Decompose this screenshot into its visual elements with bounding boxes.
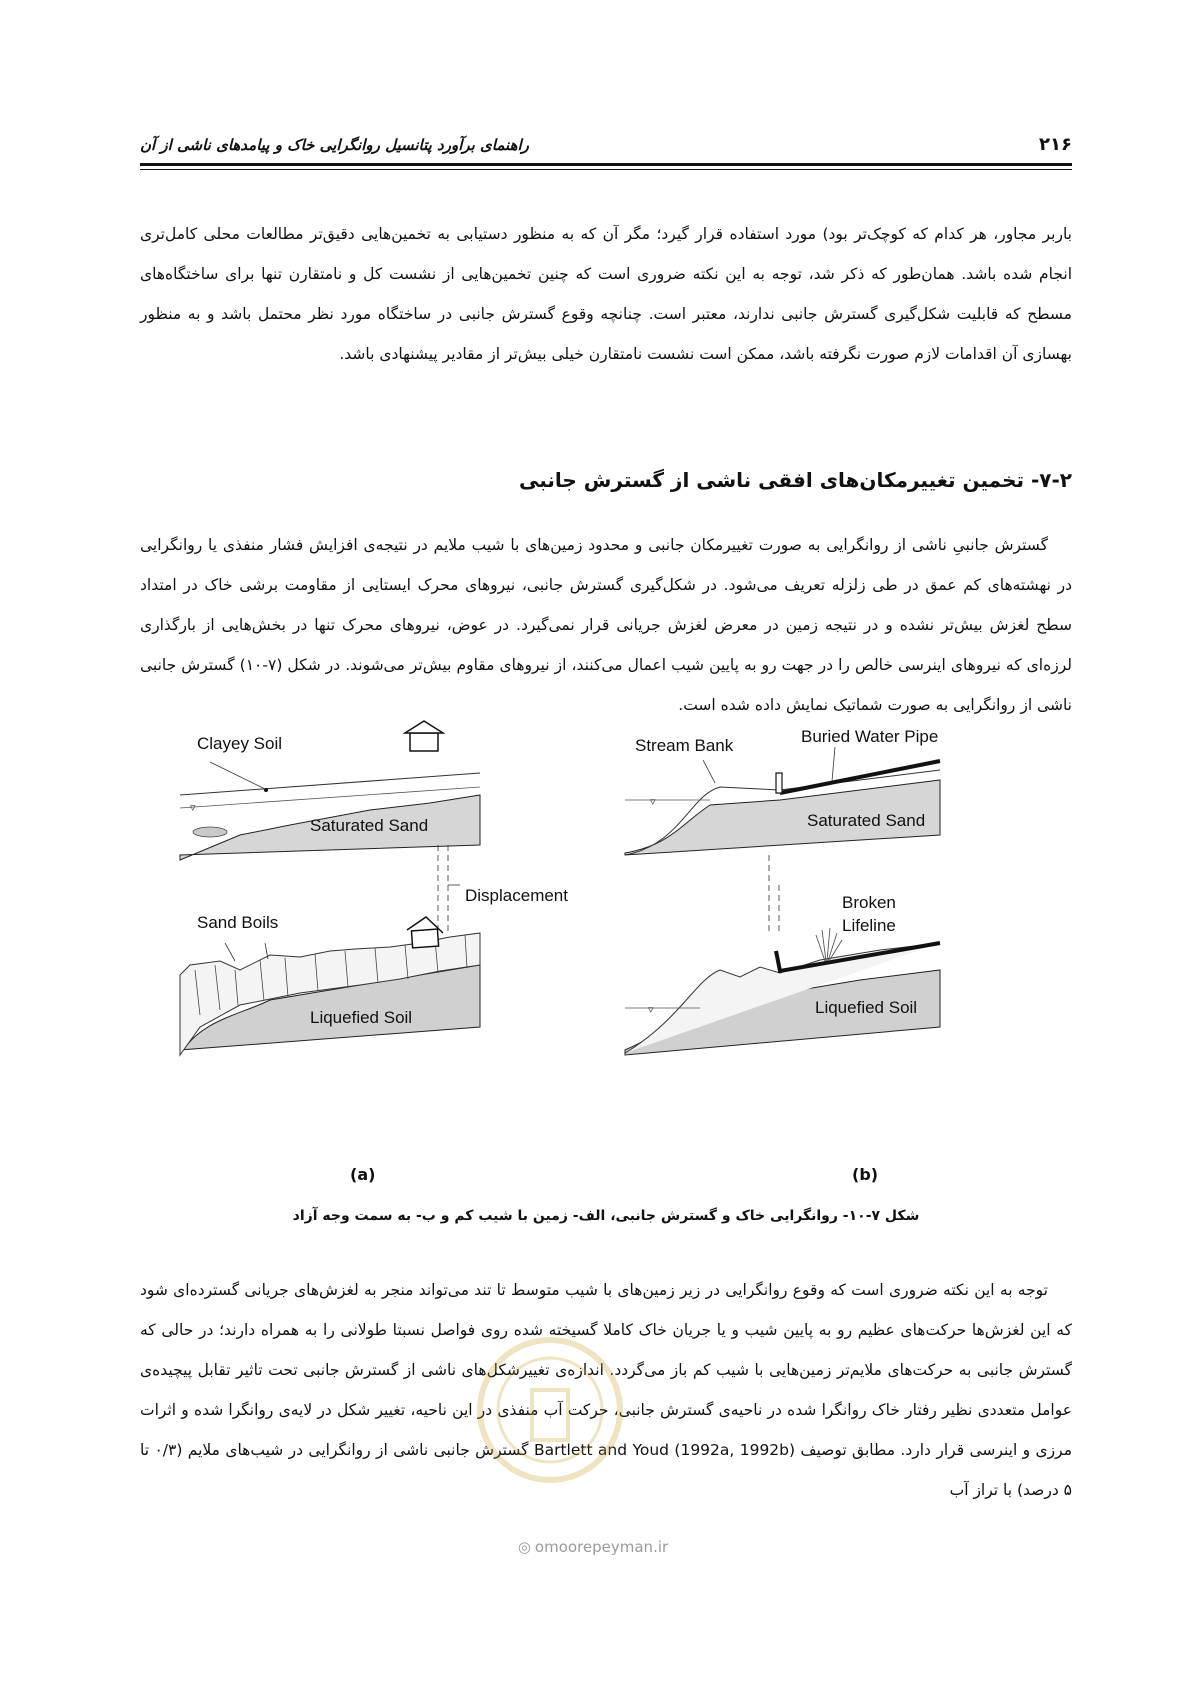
panel-b-broken-lifeline-label-2: Lifeline — [842, 916, 896, 935]
watermark — [488, 1522, 698, 1572]
panel-b-saturated-sand-label: Saturated Sand — [807, 811, 926, 830]
panel-a-ground-surface — [180, 773, 480, 795]
watermark-logo-icon — [470, 1330, 630, 1490]
header-rule-thick — [140, 163, 1072, 166]
lateral-spread-figure — [180, 727, 1030, 1190]
paragraph-1: باربر مجاور، هر کدام که کوچک‌تر بود) مورد استفاده قرار گیرد؛ مگر آن که به منظور دستیابی به تخمین‌هایی دقیق‌تر مطالعات محلی کامل‌تری انجام شده باشد. همان‌طور که ذکر شد، توجه به این نکته ضروری است که چنین تخمین‌هایی از نشست کل و نامتقارن تنها برای ساختگاه‌های مسطح که قابلیت شکل‌گیری گسترش جانبی ندارند، معتبر است. چنانچه وقوع گسترش جانبی در ساختگاه مورد نظر محتمل باشد و به منظور بهسازی آن اقدامات لازم صورت نگرفته باشد، ممکن است نشست نامتقارن خیلی بیش‌تر از مقادیر پیشنهادی باشد. — [140, 225, 1072, 363]
page-header — [140, 126, 1072, 166]
figure-caption: شکل ۷-۱۰- روانگرایی خاک و گسترش جانبی، الف- زمین با شیب کم و ب- به سمت وجه آزاد — [292, 1208, 920, 1224]
panel-a-liquefied-soil-label: Liquefied Soil — [310, 1008, 413, 1027]
panel-b-broken-lifeline-label: Broken — [842, 893, 896, 912]
panel-a — [180, 721, 568, 1055]
svg-text:▿: ▿ — [648, 1004, 654, 1016]
running-title: راهنمای برآورد پتانسیل روانگرایی خاک و پیامدهای ناشی از آن — [140, 136, 529, 154]
panel-a-displacement-label: Displacement — [465, 886, 568, 905]
paragraph-3: توجه به این نکته ضروری است که وقوع روانگرایی در زیر زمین‌های با شیب متوسط تا تند می‌تواند منجر به لغزش‌های جریانی گسترده‌ای شود که این لغزش‌ها حرکت‌های عظیم رو به پایین شیب و یا جریان خاک کاملا گسیخته شده روی فواصل نسبتا طولانی را به همراه دارند؛ در حالی که گسترش جانبی به حرکت‌های ملایم‌تر زمین‌هایی با شیب کم باز می‌گردد. اندازه‌ی تغییرشکل‌های ناشی از گسترش جانبی تحت تاثیر تقابل پیچیده‌ی عوامل متعددی نظیر رفتار خاک روانگرا شده در ناحیه‌ی گسترش جانبی، حرکت آب منفذی در این ناحیه، تغییر شکل در لایه‌ی روانگرا شده و اثرات مرزی و اینرسی قرار دارد. مطابق توصیف Bartlett and Youd (1992a, 1992b) گسترش جانبی ناشی از روانگرایی در شیب‌های ملایم (۰/۳ تا ۵ درصد) با تراز آب — [140, 1281, 1072, 1499]
panel-a-sand-boils-label: Sand Boils — [197, 913, 279, 932]
panel-b-liquefied-soil-label: Liquefied Soil — [815, 998, 918, 1017]
panel-b-stream-bank-label: Stream Bank — [635, 736, 734, 755]
panel-a-house-icon — [405, 721, 443, 751]
panel-a-clayey-soil-label: Clayey Soil — [197, 734, 283, 753]
watermark-text: omoorepeyman.ir — [534, 1538, 669, 1556]
svg-text:▿: ▿ — [650, 796, 656, 808]
panel-a-saturated-sand-label: Saturated Sand — [310, 816, 429, 835]
paragraph-2: گسترش جانبیِ ناشی از روانگرایی به صورت تغییرمکان جانبی و محدود زمین‌های با شیب ملایم در نتیجه‌ی افزایش فشار منفذی یا روانگرایی در نهشته‌های کم عمق در طی زلزله تعریف می‌شود. در شکل‌گیری گسترش جانبی، نیروهای محرک ایستایی از مقاومت برشی خاک در امتداد سطح لغزش بیش‌تر نشده و در نتیجه زمین در معرض لغزش جریانی قرار نمی‌گیرد. در عوض، نیروهای محرک تنها در بخش‌هایی از بارگذاری لرزه‌ای که نیروهای اینرسی خالص را در جهت رو به پایین شیب اعمال می‌کنند، از نیروهای مقاوم بیش‌تر می‌شوند. در شکل (۷-۱۰) گسترش جانبی ناشی از روانگرایی به صورت شماتیک نمایش داده شده است. — [140, 536, 1072, 714]
section-heading: ۷-۲- تخمین تغییرمکان‌های افقی ناشی از گسترش جانبی — [518, 468, 1072, 492]
panel-a-tilted-house-icon — [407, 917, 443, 948]
svg-text:▿: ▿ — [190, 802, 196, 814]
panel-b-water-spray-icon — [816, 928, 842, 961]
watermark-icon: ◎ — [517, 1538, 531, 1556]
panel-a-clay-lens — [193, 827, 227, 837]
header-rule-thin — [140, 169, 1072, 170]
figure-label-a: (a) — [350, 1165, 376, 1184]
panel-b — [625, 727, 940, 1055]
page-number: ۲۱۶ — [1039, 134, 1072, 155]
figure-label-b: (b) — [852, 1165, 879, 1184]
panel-b-buried-water-pipe-label: Buried Water Pipe — [801, 727, 939, 746]
